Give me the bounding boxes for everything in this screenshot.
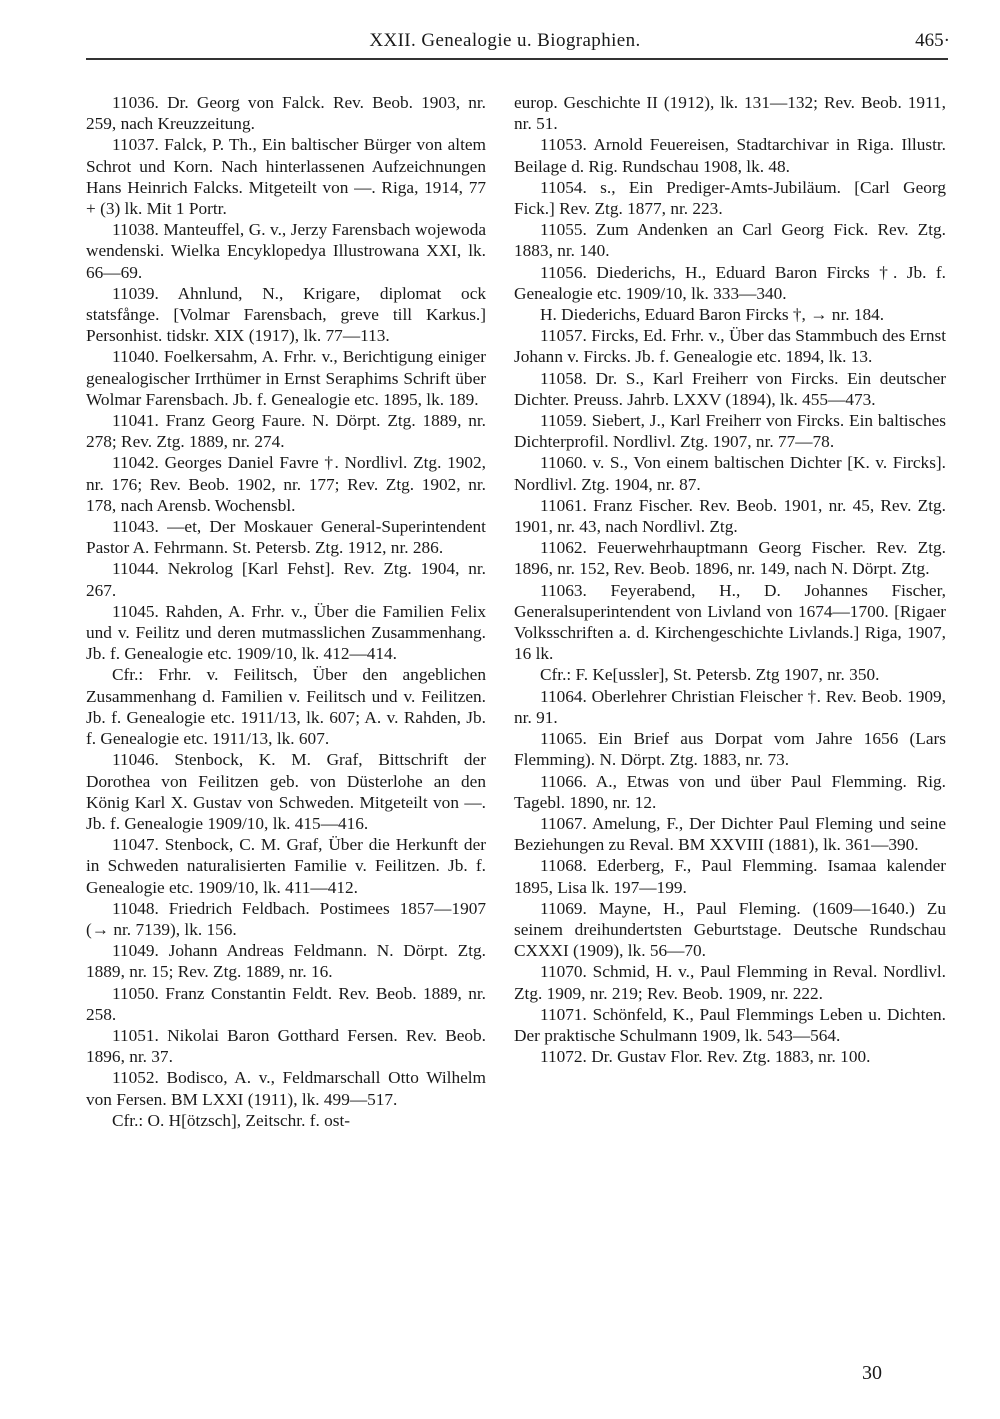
- entry-11050: 11050. Franz Constantin Feldt. Rev. Beob. 1889, nr. 258.: [86, 983, 486, 1024]
- page-number: 465·: [915, 30, 950, 51]
- entry-11036: 11036. Dr. Georg von Falck. Rev. Beob. 1903, nr. 259, nach Kreuzzeitung.: [86, 93, 486, 134]
- entry-11041: 11041. Franz Georg Faure. N. Dörpt. Ztg. 1889, nr. 278; Rev. Ztg. 1889, nr. 274.: [86, 411, 486, 452]
- entry-11055: 11055. Zum Andenken an Carl Georg Fick. Rev. Ztg. 1883, nr. 140.: [514, 220, 946, 261]
- entry-11060: 11060. v. S., Von einem baltischen Dichter [K. v. Fircks]. Nordlivl. Ztg. 1904, nr. 87.: [514, 453, 946, 494]
- entry-11056: 11056. Diederichs, H., Eduard Baron Fircks †. Jb. f. Genealogie etc. 1909/10, lk. 333—340.: [514, 262, 946, 303]
- entry-11044: 11044. Nekrolog [Karl Fehst]. Rev. Ztg. 1904, nr. 267.: [86, 559, 486, 600]
- cross-reference-fircks: H. Diederichs, Eduard Baron Fircks †, → nr. 184.: [540, 305, 885, 325]
- entry-11063: 11063. Feyerabend, H., D. Johannes Fischer, Generalsuperintendent von Livland von 1674—1700. [Rigaer Volksschriften a. d. Kirchengeschichte Livlands.] Riga, 1907, 16 lk.: [514, 580, 946, 664]
- entry-11054: 11054. s., Ein Prediger-Amts-Jubiläum. [Carl Georg Fick.] Rev. Ztg. 1877, nr. 223.: [514, 177, 946, 219]
- left-column: [86, 92, 486, 1131]
- entry-11062: 11062. Feuerwehrhauptmann Georg Fischer. Rev. Ztg. 1896, nr. 152, Rev. Beob. 1896, nr. 149, nach N. Dörpt. Ztg.: [514, 538, 946, 579]
- right-column: [514, 92, 946, 1067]
- entry-11069: 11069. Mayne, H., Paul Fleming. (1609—1640.) Zu seinem dreihundertsten Geburtstage. Deutsche Rundschau CXXXI (1909), lk. 56—70.: [514, 898, 946, 961]
- entry-11045: 11045. Rahden, A. Frhr. v., Über die Familien Felix und v. Feilitz und deren mutmasslichen Zusammenhang. Jb. f. Genealogie etc. 1909/10, lk. 412—414.: [86, 601, 486, 664]
- entry-11042: 11042. Georges Daniel Favre †. Nordlivl. Ztg. 1902, nr. 176; Rev. Beob. 1902, nr. 177; Rev. Ztg. 1902, nr. 178, nach Arensb. Wochensbl.: [86, 453, 486, 515]
- header-rule: [86, 58, 948, 60]
- entry-11057: 11057. Fircks, Ed. Frhr. v., Über das Stammbuch des Ernst Johann v. Fircks. Jb. f. Genealogie etc. 1894, lk. 13.: [514, 326, 946, 367]
- entry-11037: 11037. Falck, P. Th., Ein baltischer Bürger von altem Schrot und Korn. Nach hinterlassenen Aufzeichnungen Hans Heinrich Falcks. Mitgeteilt von —. Riga, 1914, 77 + (3) lk. Mit 1 Portr.: [86, 135, 486, 219]
- signature-number: 30: [862, 1362, 882, 1384]
- entry-11059: 11059. Siebert, J., Karl Freiherr von Fircks. Ein baltisches Dichterprofil. Nordlivl. Ztg. 1907, nr. 77—78.: [514, 411, 946, 452]
- entry-11040: 11040. Foelkersahm, A. Frhr. v., Berichtigung einiger genealogischer Irrthümer in Ernst Seraphims Schrift über Wolmar Farensbach. Jb. f. Genealogie etc. 1895, lk. 189.: [86, 347, 486, 409]
- entry-11064: 11064. Oberlehrer Christian Fleischer †. Rev. Beob. 1909, nr. 91.: [514, 686, 946, 727]
- entry-11066: 11066. A., Etwas von und über Paul Flemming. Rig. Tagebl. 1890, nr. 12.: [514, 771, 946, 812]
- entry-11068: 11068. Ederberg, F., Paul Flemming. Isamaa kalender 1895, Lisa lk. 197—199.: [514, 856, 946, 897]
- entry-11043: 11043. —et, Der Moskauer General-Superintendent Pastor A. Fehrmann. St. Petersb. Ztg. 1912, nr. 286.: [86, 517, 486, 558]
- cfr-note-11045: Cfr.: Frhr. v. Feilitsch, Über den angeblichen Zusammenhang d. Familien v. Feilitsch und v. Feilitzen. Jb. f. Genealogie etc. 1911/13, lk. 607; A. v. Rahden, Jb. f. Genealogie etc. 1911/13, lk. 607.: [86, 665, 486, 749]
- entry-11046: 11046. Stenbock, K. M. Graf, Bittschrift der Dorothea von Feilitzen geb. von Düsterlohe an den König Karl X. Gustav von Schweden. Mitgeteilt von —. Jb. f. Genealogie 1909/10, lk. 415—416.: [86, 750, 486, 833]
- entry-11049: 11049. Johann Andreas Feldmann. N. Dörpt. Ztg. 1889, nr. 15; Rev. Ztg. 1889, nr. 16.: [86, 941, 486, 982]
- entry-11072: 11072. Dr. Gustav Flor. Rev. Ztg. 1883, nr. 100.: [540, 1047, 871, 1067]
- entry-11047: 11047. Stenbock, C. M. Graf, Über die Herkunft der in Schweden naturalisierten Familie v. Feilitzen. Jb. f. Genealogie etc. 1909/10, lk. 411—412.: [86, 835, 486, 897]
- entry-11048: 11048. Friedrich Feldbach. Postimees 1857—1907 (→ nr. 7139), lk. 156.: [86, 898, 486, 939]
- entry-11039: 11039. Ahnlund, N., Krigare, diplomat ock statsfånge. [Volmar Farensbach, greve till Karkus.] Personhist. tidskr. XIX (1917), lk. 77—113.: [86, 283, 486, 346]
- entry-11051: 11051. Nikolai Baron Gotthard Fersen. Rev. Beob. 1896, nr. 37.: [86, 1025, 486, 1067]
- entry-11053: 11053. Arnold Feuereisen, Stadtarchivar in Riga. Illustr. Beilage d. Rig. Rundschau 1908, lk. 48.: [514, 135, 946, 176]
- entry-11038: 11038. Manteuffel, G. v., Jerzy Farensbach wojewoda wendenski. Wielka Encyklopedya Illustrowana XXI, lk. 66—69.: [86, 220, 486, 282]
- entry-11067: 11067. Amelung, F., Der Dichter Paul Fleming und seine Beziehungen zu Reval. BM XXVIII (1881), lk. 361—390.: [514, 813, 946, 855]
- section-title: XXII. Genealogie u. Biographien.: [369, 30, 641, 51]
- entry-11052: 11052. Bodisco, A. v., Feldmarschall Otto Wilhelm von Fersen. BM LXXI (1911), lk. 499—517.: [86, 1068, 486, 1109]
- cfr-note-11052-continued: europ. Geschichte II (1912), lk. 131—132; Rev. Beob. 1911, nr. 51.: [514, 93, 946, 134]
- running-head: [60, 30, 950, 58]
- entry-11071: 11071. Schönfeld, K., Paul Flemmings Leben u. Dichten. Der praktische Schulmann 1909, lk. 543—564.: [514, 1004, 946, 1045]
- entry-11065: 11065. Ein Brief aus Dorpat vom Jahre 1656 (Lars Flemming). N. Dörpt. Ztg. 1883, nr. 73.: [514, 729, 946, 770]
- cfr-note-11063: Cfr.: F. Ke[ussler], St. Petersb. Ztg 1907, nr. 350.: [540, 665, 880, 685]
- entry-11061: 11061. Franz Fischer. Rev. Beob. 1901, nr. 45, Rev. Ztg. 1901, nr. 43, nach Nordlivl. Ztg.: [514, 495, 946, 537]
- cfr-note-11052: Cfr.: O. H[ötzsch], Zeitschr. f. ost-: [112, 1110, 351, 1130]
- entry-11058: 11058. Dr. S., Karl Freiherr von Fircks. Ein deutscher Dichter. Preuss. Jahrb. LXXV (1894), lk. 455—473.: [514, 368, 946, 409]
- entry-11070: 11070. Schmid, H. v., Paul Flemming in Reval. Nordlivl. Ztg. 1909, nr. 219; Rev. Beob. 1909, nr. 222.: [514, 962, 946, 1003]
